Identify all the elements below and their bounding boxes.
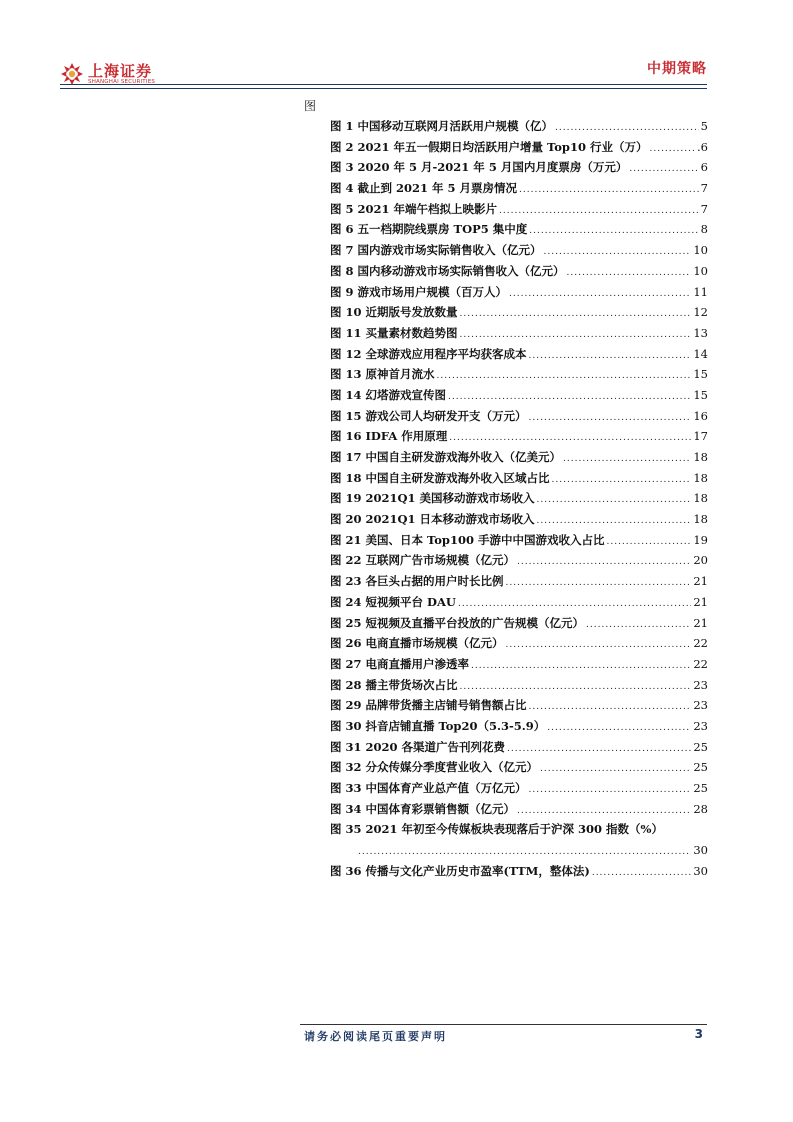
logo-emblem-icon (60, 62, 84, 86)
toc-entry-label: 图 13 原神首月流水 (330, 367, 435, 382)
toc-entry-page: 18 (693, 491, 708, 506)
toc-entry-label: 图 18 中国自主研发游戏海外收入区域占比 (330, 470, 550, 485)
toc-entry-page: 7 (700, 201, 708, 216)
toc-entry-page: 18 (693, 512, 708, 527)
toc-entry-page: 14 (693, 346, 708, 361)
toc-entry-page: 7 (700, 181, 708, 196)
toc-entry-label: 图 11 买量素材数趋势图 (330, 325, 458, 340)
toc-entry-label: 图 8 国内移动游戏市场实际销售收入（亿元） (330, 263, 565, 278)
toc-leader-dots (460, 325, 692, 346)
toc-leader-dots (563, 449, 691, 470)
toc-entry-page: 10 (693, 263, 708, 278)
toc-leader-dots (460, 304, 692, 325)
toc-entry-page: 5 (700, 119, 708, 133)
toc-entry-page: 10 (693, 243, 708, 258)
toc-entry-label: 图 32 分众传媒分季度营业收入（亿元） (330, 760, 539, 775)
doc-type-label: 中期策略 (647, 61, 707, 77)
toc-leader-dots (529, 780, 692, 801)
toc-leader-dots (509, 284, 691, 305)
toc-entry[interactable] (330, 137, 708, 158)
toc-entry-label: 图 35 2021 年初至今传媒板块表现落后于沪深 300 指数（%） (330, 822, 663, 837)
toc-entry[interactable] (330, 861, 708, 882)
toc-entry-label: 图 23 各巨头占据的用户时长比例 (330, 574, 504, 589)
toc-leader-dots (449, 428, 691, 449)
toc-entry[interactable] (330, 282, 708, 303)
toc-entry-page: 11 (693, 284, 708, 299)
toc-leader-dots (547, 718, 691, 739)
toc-entry-page: 23 (693, 677, 708, 692)
toc-entry-label: 图 34 中国体育彩票销售额（亿元） (330, 801, 516, 816)
toc-leader-dots (506, 573, 692, 594)
toc-entry-page: 17 (693, 429, 708, 444)
footer-disclaimer: 请务必阅读尾页重要声明 (304, 1030, 447, 1043)
toc-entry[interactable] (330, 799, 708, 820)
toc-entry[interactable] (330, 737, 708, 758)
toc-entry-page: 12 (693, 305, 708, 320)
toc-entry[interactable] (330, 633, 708, 654)
toc-entry-label: 图 27 电商直播用户渗透率 (330, 656, 470, 671)
toc-entry[interactable] (330, 757, 708, 778)
toc-entry-label: 图 28 播主带货场次占比 (330, 677, 458, 692)
toc-entry-page: 6 (700, 160, 708, 175)
toc-entry-page: 18 (693, 450, 708, 464)
toc-entry-label: 图 17 中国自主研发游戏海外收入（亿美元） (330, 450, 562, 464)
toc-entry[interactable] (330, 406, 708, 427)
logo-en-text: SHANGHAI SECURITIES (88, 79, 156, 85)
toc-leader-dots (529, 697, 692, 718)
toc-entry-label: 图 29 品牌带货播主店铺号销售额占比 (330, 698, 527, 713)
toc-entry-label: 图 24 短视频平台 DAU (330, 594, 456, 609)
toc-entry-page: 20 (693, 553, 708, 568)
toc-entry[interactable] (330, 592, 708, 613)
toc-entry[interactable] (330, 385, 708, 406)
toc-entry-page: 8 (700, 222, 708, 237)
toc-leader-dots (437, 366, 692, 387)
toc-entry-page: 21 (693, 615, 708, 630)
toc-entry-page: 15 (693, 387, 708, 402)
toc-entry-page: 13 (693, 325, 708, 340)
toc-entry[interactable] (330, 468, 708, 489)
toc-entry-label: 图 3 2020 年 5 月-2021 年 5 月国内月度票房（万元） (330, 160, 628, 175)
toc-entry[interactable] (330, 302, 708, 323)
toc-entry-label: 图 33 中国体育产业总产值（万亿元） (330, 781, 527, 795)
toc-leader-dots (358, 842, 691, 863)
toc-entry-page: 25 (693, 781, 708, 795)
logo-cn-text: 上海证券 (88, 62, 153, 80)
toc-entry-label: 图 12 全球游戏应用程序平均获客成本 (330, 346, 527, 361)
toc-entry-label: 图 10 近期版号发放数量 (330, 305, 458, 320)
toc-entry-page: 21 (693, 574, 708, 589)
header-divider (60, 84, 707, 85)
toc-entry-label: 图 14 幻塔游戏宣传图 (330, 387, 447, 402)
toc-leader-dots (586, 615, 691, 636)
toc-entry-label: 图 21 美国、日本 Top100 手游中中国游戏收入占比 (330, 532, 605, 547)
toc-entry-page: 23 (693, 698, 708, 713)
toc-entry[interactable] (330, 344, 708, 365)
toc-leader-dots (555, 118, 699, 139)
toc-entry[interactable] (330, 426, 708, 447)
toc-entry-page: 22 (693, 656, 708, 671)
toc-entry[interactable] (330, 240, 708, 261)
toc-entry[interactable] (330, 364, 708, 385)
toc-entry-label: 图 16 IDFA 作用原理 (330, 429, 448, 444)
toc-leader-dots (506, 635, 692, 656)
toc-entry[interactable] (330, 116, 708, 137)
toc-leader-dots (567, 263, 692, 284)
toc-entry-label: 图 30 抖音店铺直播 Top20（5.3-5.9） (330, 718, 546, 733)
toc-entry-continuation (356, 840, 708, 861)
toc-entry-label: 图 22 互联网广告市场规模（亿元） (330, 553, 516, 568)
toc-leader-dots (529, 408, 692, 429)
toc-leader-dots (460, 677, 692, 698)
toc-entry[interactable] (330, 178, 708, 199)
toc-leader-dots (629, 159, 698, 180)
toc-entry-page: 25 (693, 739, 708, 754)
toc-leader-dots (499, 201, 699, 222)
toc-entry-page: 16 (693, 408, 708, 423)
toc-entry-label: 图 26 电商直播市场规模（亿元） (330, 636, 504, 651)
toc-leader-dots (517, 801, 691, 822)
toc-entry-label: 图 7 国内游戏市场实际销售收入（亿元） (330, 243, 542, 258)
toc-entry-label: 图 31 2020 各渠道广告刊列花费 (330, 739, 506, 754)
toc-entry[interactable] (330, 219, 708, 240)
toc-entry[interactable] (330, 261, 708, 282)
toc-entry-page: 22 (693, 636, 708, 651)
toc-entry-page: 19 (693, 532, 708, 547)
toc-leader-dots (552, 470, 692, 491)
toc-entry[interactable] (330, 654, 708, 675)
toc-leader-dots (507, 739, 691, 760)
toc-leader-dots (537, 490, 692, 511)
header-divider-thin (60, 88, 707, 89)
toc-leader-dots (448, 387, 691, 408)
page-number: 3 (694, 1027, 703, 1041)
toc-entry-label: 图 2 2021 年五一假期日均活跃用户增量 Top10 行业（万） (330, 139, 648, 154)
toc-entry[interactable] (330, 613, 708, 634)
toc-leader-dots (519, 180, 699, 201)
toc-entry[interactable] (330, 695, 708, 716)
toc-leader-dots (540, 759, 691, 780)
toc-entry[interactable] (330, 778, 708, 799)
toc-leader-dots (606, 532, 691, 553)
toc-entry[interactable] (330, 488, 708, 509)
toc-entry-page: 30 (693, 843, 708, 858)
toc-entry-label: 图 6 五一档期院线票房 TOP5 集中度 (330, 222, 528, 237)
toc-entry[interactable] (330, 819, 708, 840)
toc-leader-dots (529, 346, 692, 367)
toc-entry-page: 15 (693, 367, 708, 382)
toc-entry[interactable] (330, 530, 708, 551)
toc-leader-dots (529, 221, 698, 242)
toc-entry-label: 图 1 中国移动互联网月活跃用户规模（亿） (330, 119, 554, 133)
toc-entry[interactable] (330, 199, 708, 220)
figure-toc (330, 116, 708, 881)
toc-entry[interactable] (330, 675, 708, 696)
toc-entry-page: 23 (693, 718, 708, 733)
toc-entry-label: 图 15 游戏公司人均研发开支（万元） (330, 408, 527, 423)
toc-entry[interactable] (330, 550, 708, 571)
toc-entry[interactable] (330, 571, 708, 592)
toc-entry[interactable] (330, 447, 708, 468)
toc-entry-page: 18 (693, 470, 708, 485)
toc-entry-label: 图 19 2021Q1 美国移动游戏市场收入 (330, 491, 535, 506)
toc-entry-label: 图 36 传播与文化产业历史市盈率(TTM，整体法) (330, 863, 590, 878)
toc-entry-label: 图 25 短视频及直播平台投放的广告规模（亿元） (330, 615, 585, 630)
toc-entry[interactable] (330, 716, 708, 737)
toc-entry[interactable] (330, 509, 708, 530)
toc-entry[interactable] (330, 157, 708, 178)
toc-entry[interactable] (330, 323, 708, 344)
toc-entry-label: 图 9 游戏市场用户规模（百万人） (330, 284, 508, 299)
toc-entry-page: .6 (697, 139, 708, 154)
toc-entry-page: 30 (693, 863, 708, 878)
footer-divider (300, 1024, 707, 1025)
toc-entry-label: 图 4 截止到 2021 年 5 月票房情况 (330, 181, 518, 196)
toc-entry-label: 图 20 2021Q1 日本移动游戏市场收入 (330, 512, 535, 527)
toc-leader-dots (517, 552, 691, 573)
toc-entry-page: 25 (693, 760, 708, 775)
toc-leader-dots (458, 594, 691, 615)
toc-leader-dots (649, 139, 695, 160)
toc-entry-page: 21 (693, 594, 708, 609)
toc-leader-dots (537, 511, 692, 532)
toc-leader-dots (471, 656, 691, 677)
toc-heading: 图 (304, 99, 317, 113)
toc-leader-dots (544, 242, 692, 263)
toc-entry-page: 28 (693, 801, 708, 816)
toc-leader-dots (592, 863, 692, 884)
toc-entry-label: 图 5 2021 年端午档拟上映影片 (330, 201, 498, 216)
